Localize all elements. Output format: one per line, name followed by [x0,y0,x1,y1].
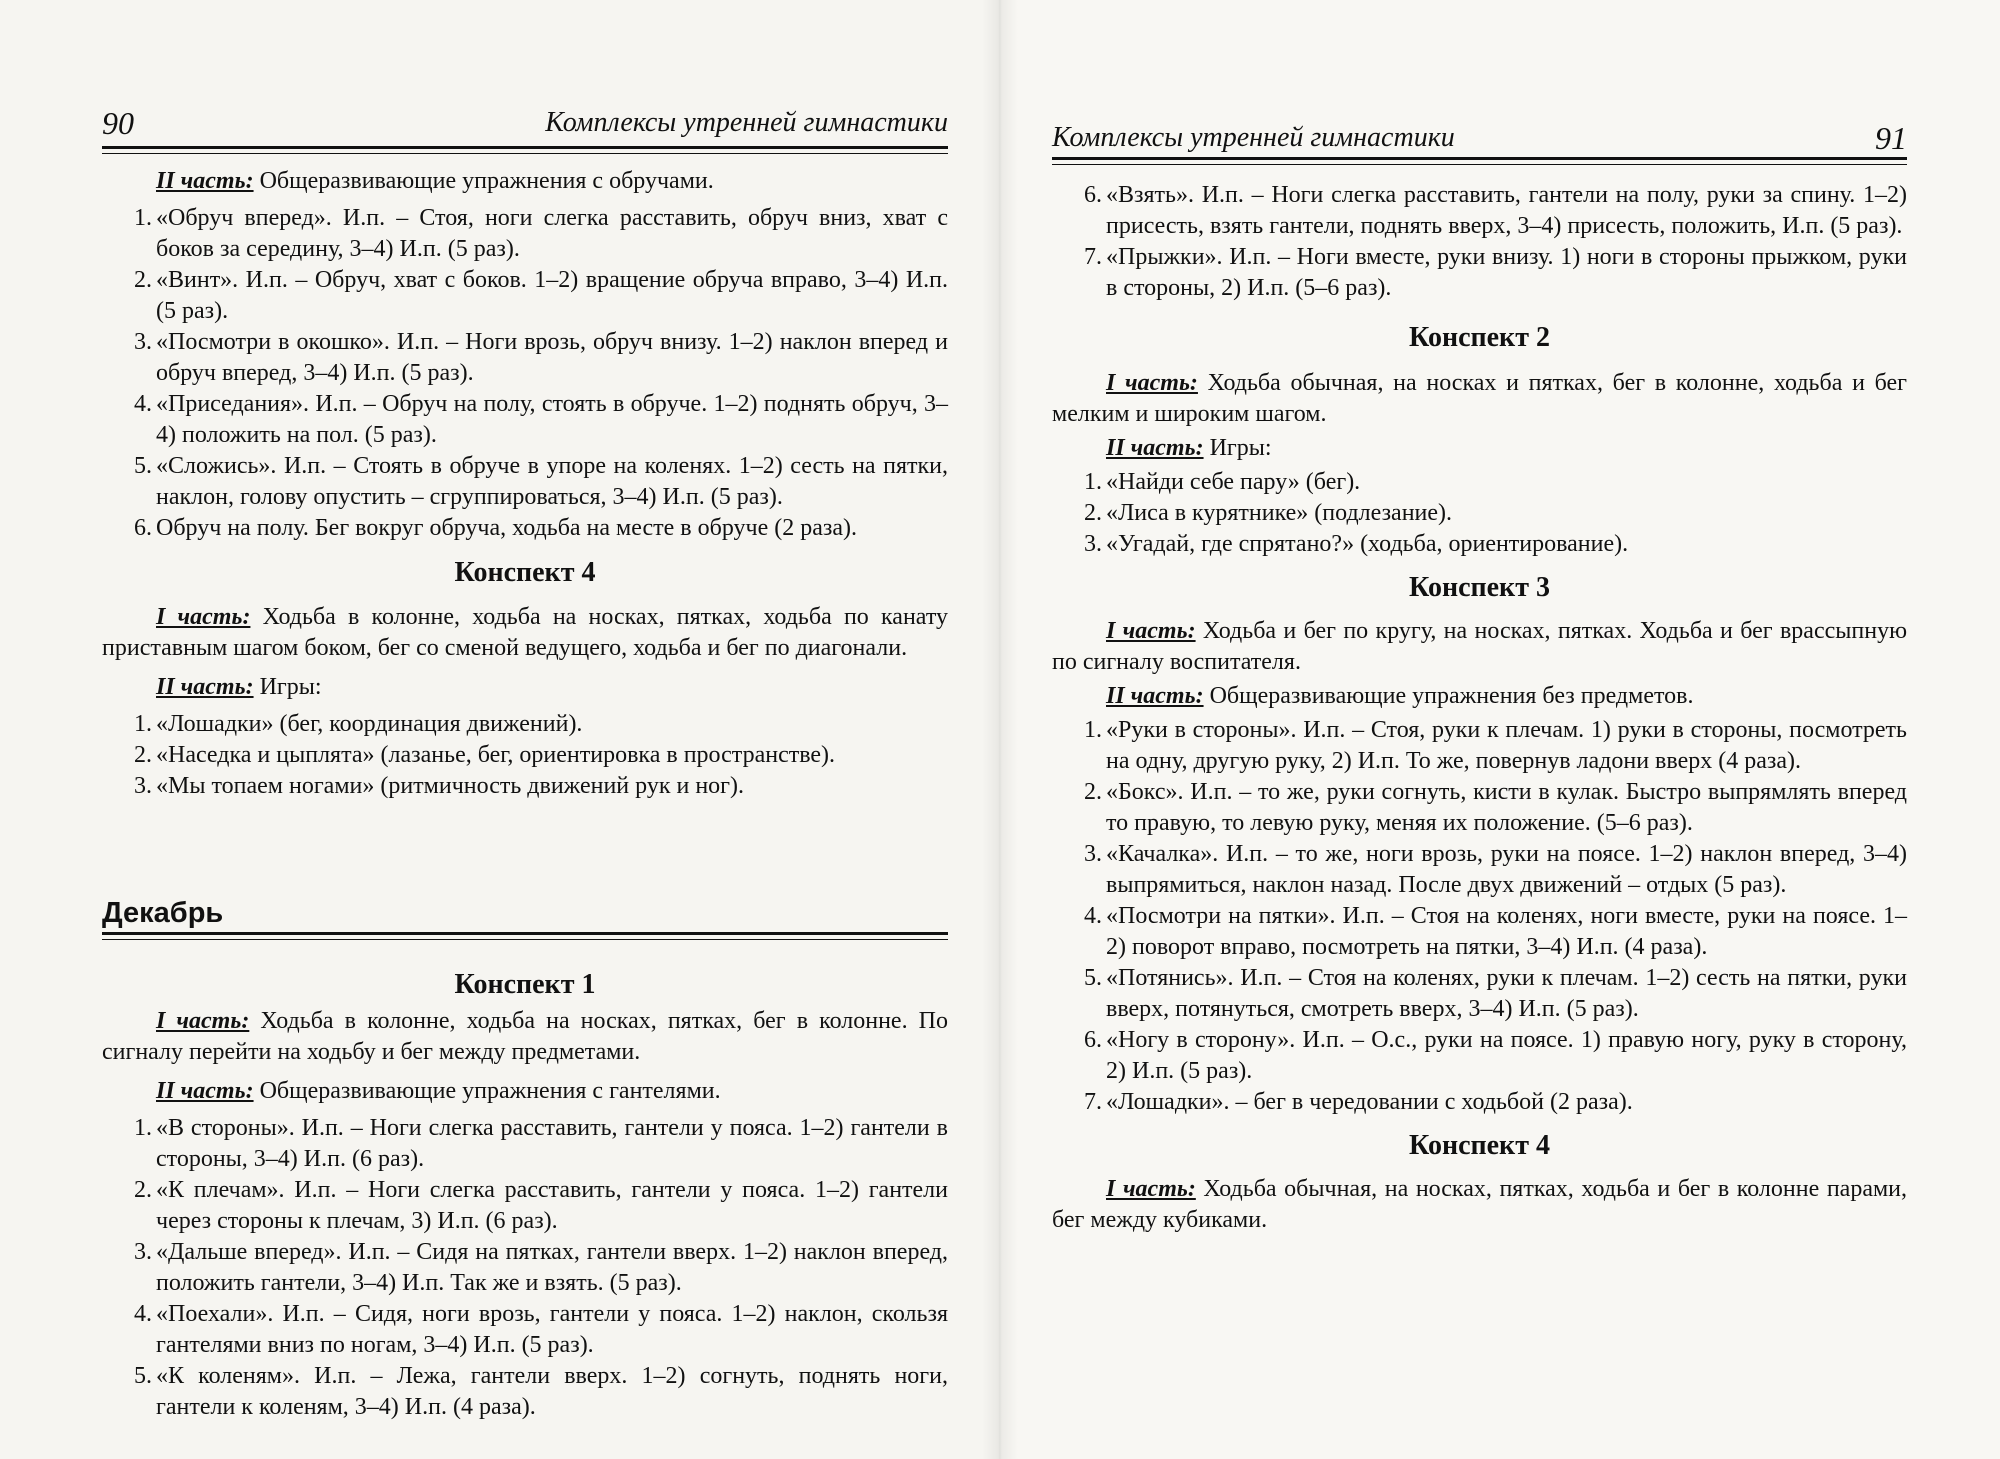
games-list [102,709,948,802]
item-text: «Прыжки». И.п. – Ноги вместе, руки внизу. 1) ноги в стороны прыжком, руки в стороны, 2) И.п. (5–6 раз). [1106,244,1907,301]
list-item [102,203,948,265]
part2-paragraph [1052,681,1907,712]
item-text: «Лиса в курятнике» (подлезание). [1106,500,1453,526]
item-text: «К коленям». И.п. – Лежа, гантели вверх. 1–2) согнуть, поднять ноги, гантели к коленям, 3–4) И.п. (4 раза). [156,1363,948,1420]
item-text: «Лошадки» (бег, координация движений). [156,711,583,737]
item-text: «Взять». И.п. – Ноги слегка расставить, гантели на полу, руки за спину. 1–2) присесть, взять гантели, поднять вверх, 3–4) присесть, положить, И.п. (5 раз). [1106,182,1907,239]
item-number: 1. [134,711,152,737]
part-text: Ходьба в колонне, ходьба на носках, пятках, ходьба по канату приставным шагом боком, бег со сменой ведущего, ходьба и бег по диагонали. [102,604,949,661]
no-equipment-exercises-list [1052,715,1907,1118]
part1-paragraph [1052,368,1907,430]
item-text: «Обруч вперед». И.п. – Стоя, ноги слегка расставить, обруч вниз, хват с боков за середину, 3–4) И.п. (5 раз). [156,205,948,262]
item-number: 4. [134,391,152,417]
right-page [1000,0,2000,1459]
part1-paragraph [102,602,948,664]
item-number: 3. [1084,531,1102,557]
part-text: Ходьба и бег по кругу, на носках, пятках. Ходьба и бег врассыпную по сигналу воспитателя. [1052,618,1908,675]
part2-paragraph [1052,433,1907,464]
item-text: Обруч на полу. Бег вокруг обруча, ходьба на месте в обруче (2 раза). [156,515,858,541]
list-item [102,389,948,451]
right-page-number: 91 [1875,120,1907,156]
part-label: I часть: [156,604,251,630]
part2-paragraph [102,1076,948,1107]
item-text: «Руки в стороны». И.п. – Стоя, руки к плечам. 1) руки в стороны, посмотреть на одну, другую руку, 2) И.п. То же, повернув ладони вверх (4 раза). [1106,717,1907,774]
part2-paragraph [102,672,948,703]
item-number: 1. [1084,469,1102,495]
item-text: «Ногу в сторону». И.п. – О.с., руки на поясе. 1) правую ногу, руку в сторону, 2) И.п. (5 раз). [1106,1027,1907,1084]
right-header-title: Комплексы утренней гимнастики [1052,122,1455,153]
list-item [102,327,948,389]
item-text: «Потянись». И.п. – Стоя на коленях, руки к плечам. 1–2) сесть на пятки, руки вверх, потянуться, смотреть вверх, 3–4) И.п. (5 раз). [1106,965,1907,1022]
list-item [102,513,948,544]
item-text: «Дальше вперед». И.п. – Сидя на пятках, гантели вверх. 1–2) наклон вперед, положить гантели, 3–4) И.п. Так же и взять. (5 раз). [156,1239,948,1296]
item-text: «Поехали». И.п. – Сидя, ноги врозь, гантели у пояса. 1–2) наклон, скользя гантелями вниз по ногам, 3–4) И.п. (5 раз). [156,1301,948,1358]
section-title: Конспект 3 [1409,572,1550,603]
list-item [1052,1087,1907,1118]
list-item [1052,963,1907,1025]
item-number: 3. [134,1239,152,1265]
left-header-rule [102,146,948,154]
item-number: 2. [134,1177,152,1203]
item-number: 2. [1084,779,1102,805]
item-number: 1. [134,1115,152,1141]
left-page-number: 90 [102,105,134,141]
part-text: Ходьба обычная, на носках и пятках, бег в колонне, ходьба и бег мелким и широким шагом. [1052,370,1908,427]
list-item [102,1361,948,1423]
part1-paragraph [102,1006,948,1068]
item-text: «В стороны». И.п. – Ноги слегка расставить, гантели у пояса. 1–2) гантели в стороны, 3–4) И.п. (6 раз). [156,1115,948,1172]
part-label: I часть: [1106,1176,1196,1202]
item-number: 2. [1084,500,1102,526]
right-content [1052,180,1907,1236]
month-heading-block [102,896,948,940]
item-number: 5. [1084,965,1102,991]
continued-exercises-list [1052,180,1907,304]
hoops-intro [102,166,948,197]
list-item [102,1237,948,1299]
part-label: II часть: [1106,435,1204,461]
part-text: Общеразвивающие упражнения с гантелями. [253,1078,721,1104]
item-number: 5. [134,453,152,479]
left-running-header [102,105,948,141]
section-title: Конспект 4 [1409,1130,1550,1161]
item-number: 6. [1084,182,1102,208]
item-text: «Мы топаем ногами» (ритмичность движений рук и ног). [156,773,744,799]
item-number: 7. [1084,244,1102,270]
list-item [102,1175,948,1237]
list-item [102,709,948,740]
section-title: Конспект 2 [1409,322,1550,353]
list-item [1052,180,1907,242]
item-text: «Бокс». И.п. – то же, руки согнуть, кисти в кулак. Быстро выпрямлять вперед то правую, то левую руку, меняя их положение. (5–6 раз). [1106,779,1907,836]
item-text: «Винт». И.п. – Обруч, хват с боков. 1–2) вращение обруча вправо, 3–4) И.п. (5 раз). [156,267,948,324]
list-item [1052,1025,1907,1087]
item-number: 1. [134,205,152,231]
list-item [1052,777,1907,839]
item-number: 3. [1084,841,1102,867]
list-item [1052,839,1907,901]
left-upper-content [102,158,948,802]
item-number: 4. [134,1301,152,1327]
list-item [102,771,948,802]
part-text: Ходьба в колонне, ходьба на носках, пятках, бег в колонне. По сигналу перейти на ходьбу и бег между предметами. [102,1008,948,1065]
list-item [102,1299,948,1361]
item-number: 3. [134,773,152,799]
item-text: «Приседания». И.п. – Обруч на полу, стоять в обруче. 1–2) поднять обруч, 3–4) положить на пол. (5 раз). [156,391,948,448]
part-text: Игры: [253,674,322,700]
item-text: «Посмотри в окошко». И.п. – Ноги врозь, обруч внизу. 1–2) наклон вперед и обруч вперед, 3–4) И.п. (5 раз). [156,329,948,386]
list-item [1052,901,1907,963]
right-running-header [1052,120,1907,156]
list-item [1052,498,1907,529]
part-label: II часть: [156,168,254,194]
part-text: Общеразвивающие упражнения без предметов. [1203,683,1694,709]
part-label: II часть: [156,1078,254,1104]
item-number: 2. [134,267,152,293]
list-item [102,451,948,513]
item-text: «Найди себе пару» (бег). [1106,469,1361,495]
item-text: «Лошадки». – бег в чередовании с ходьбой (2 раза). [1106,1089,1633,1115]
dumbbell-exercises-list [102,1113,948,1423]
month-heading: Декабрь [102,897,224,929]
part1-paragraph [1052,616,1907,678]
month-rule [102,932,948,940]
item-number: 7. [1084,1089,1102,1115]
part1-paragraph [1052,1174,1907,1236]
item-text: «Угадай, где спрятано?» (ходьба, ориентирование). [1106,531,1629,557]
item-number: 4. [1084,903,1102,929]
list-item [1052,715,1907,777]
list-item [102,740,948,771]
part-text: Ходьба обычная, на носках, пятках, ходьба и бег в колонне парами, бег между кубиками. [1052,1176,1907,1233]
left-header-title: Комплексы утренней гимнастики [545,107,948,138]
hoop-exercises-list [102,203,948,544]
list-item [102,1113,948,1175]
part-text: Игры: [1203,435,1272,461]
part-text: Общеразвивающие упражнения с обручами. [253,168,714,194]
item-number: 6. [1084,1027,1102,1053]
item-number: 2. [134,742,152,768]
item-text: «К плечам». И.п. – Ноги слегка расставить, гантели у пояса. 1–2) гантели через стороны к плечам, 3) И.п. (6 раз). [156,1177,948,1234]
item-text: «Сложись». И.п. – Стоять в обруче в упоре на коленях. 1–2) сесть на пятки, наклон, голову опустить – сгруппироваться, 3–4) И.п. (5 раз). [156,453,948,510]
games-list [1052,467,1907,560]
item-text: «Качалка». И.п. – то же, ноги врозь, руки на поясе. 1–2) наклон вперед, 3–4) выпрямиться, наклон назад. После двух движений – отдых (5 раз). [1106,841,1907,898]
item-text: «Посмотри на пятки». И.п. – Стоя на коленях, ноги вместе, руки на поясе. 1–2) поворот вправо, посмотреть на пятки, 3–4) И.п. (4 раза). [1106,903,1907,960]
section-title: Конспект 1 [454,969,596,1000]
list-item [1052,242,1907,304]
part-label: II часть: [1106,683,1204,709]
part-label: I часть: [1106,370,1198,396]
list-item [102,265,948,327]
part-label: I часть: [156,1008,250,1034]
item-number: 1. [1084,717,1102,743]
item-number: 3. [134,329,152,355]
item-number: 5. [134,1363,152,1389]
left-lower-content [102,968,948,1423]
item-text: «Наседка и цыплята» (лазанье, бег, ориентировка в пространстве). [156,742,836,768]
list-item [1052,529,1907,560]
part-label: I часть: [1106,618,1196,644]
part-label: II часть: [156,674,254,700]
right-header-rule [1052,157,1907,165]
item-number: 6. [134,515,152,541]
section-title: Конспект 4 [454,557,596,588]
book-gutter [982,0,1018,1459]
list-item [1052,467,1907,498]
